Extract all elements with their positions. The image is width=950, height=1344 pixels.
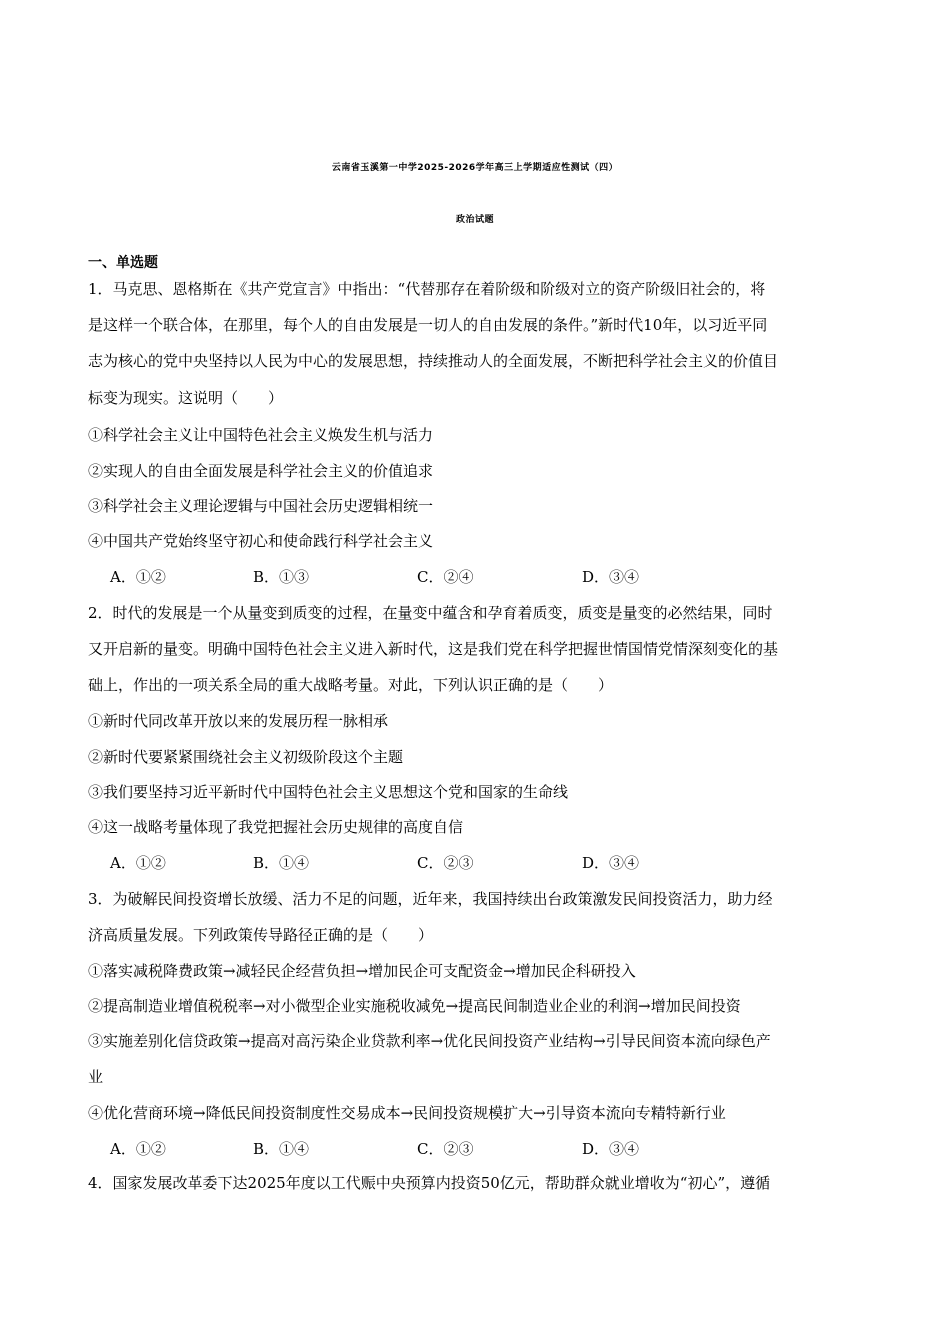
- question-2-stem-line: 又开启新的量变。明确中国特色社会主义进入新时代，这是我们党在科学把握世情国情党情深刻变化的基: [88, 640, 779, 658]
- question-2-choice-a: A．①②: [110, 854, 166, 872]
- question-2-choice-c: C．②③: [417, 854, 474, 872]
- question-1-item: ①科学社会主义让中国特色社会主义焕发生机与活力: [88, 426, 434, 444]
- question-3-item: ①落实减税降费政策→减轻民企经营负担→增加民企可支配资金→增加民企科研投入: [88, 962, 636, 980]
- question-1-stem-line: 标变为现实。这说明（ ）: [88, 389, 284, 407]
- question-2-item: ④这一战略考量体现了我党把握社会历史规律的高度自信: [88, 818, 464, 836]
- question-2-choice-b: B．①④: [253, 854, 310, 872]
- section-heading: 一、单选题: [88, 255, 158, 271]
- question-3-item: 业: [88, 1068, 104, 1086]
- question-1-stem-line: 是这样一个联合体，在那里，每个人的自由发展是一切人的自由发展的条件。”新时代10年，以习近平同: [88, 316, 768, 334]
- question-3-stem-line: 3．为破解民间投资增长放缓、活力不足的问题，近年来，我国持续出台政策激发民间投资活力，助力经: [88, 890, 773, 908]
- question-2-stem-line: 2．时代的发展是一个从量变到质变的过程，在量变中蕴含和孕育着质变，质变是量变的必然结果，同时: [88, 604, 773, 622]
- page-subtitle: 政治试题: [455, 215, 494, 225]
- question-2-choice-d: D．③④: [582, 854, 640, 872]
- question-3-choice-d: D．③④: [582, 1140, 640, 1158]
- question-3-item: ②提高制造业增值税税率→对小微型企业实施税收减免→提高民间制造业企业的利润→增加民间投资: [88, 997, 741, 1015]
- question-4-stem-line: 4．国家发展改革委下达2025年度以工代赈中央预算内投资50亿元，帮助群众就业增收为“初心”，遵循: [88, 1174, 771, 1192]
- question-1-choice-c: C．②④: [417, 568, 474, 586]
- question-2-item: ③我们要坚持习近平新时代中国特色社会主义思想这个党和国家的生命线: [88, 783, 569, 801]
- question-1-choice-b: B．①③: [253, 568, 310, 586]
- page-title: 云南省玉溪第一中学2025-2026学年高三上学期适应性测试（四）: [331, 163, 619, 173]
- question-3-choice-c: C．②③: [417, 1140, 474, 1158]
- question-2-item: ①新时代同改革开放以来的发展历程一脉相承: [88, 712, 389, 730]
- question-1-item: ④中国共产党始终坚守初心和使命践行科学社会主义: [88, 532, 434, 550]
- question-3-stem-line: 济高质量发展。下列政策传导路径正确的是（ ）: [88, 926, 434, 944]
- question-1-choice-d: D．③④: [582, 568, 640, 586]
- question-3-choice-a: A．①②: [110, 1140, 166, 1158]
- question-1-stem-line: 1．马克思、恩格斯在《共产党宣言》中指出：“代替那存在着阶级和阶级对立的资产阶级旧社会的，将: [88, 280, 766, 298]
- question-1-stem-line: 志为核心的党中央坚持以人民为中心的发展思想，持续推动人的全面发展，不断把科学社会主义的价值目: [88, 352, 779, 370]
- question-1-item: ③科学社会主义理论逻辑与中国社会历史逻辑相统一: [88, 497, 434, 515]
- question-3-choice-b: B．①④: [253, 1140, 310, 1158]
- question-2-stem-line: 础上，作出的一项关系全局的重大战略考量。对此，下列认识正确的是（ ）: [88, 676, 614, 694]
- question-1-choice-a: A．①②: [110, 568, 166, 586]
- question-3-item: ③实施差别化信贷政策→提高对高污染企业贷款利率→优化民间投资产业结构→引导民间资本流向绿色产: [88, 1032, 771, 1050]
- question-1-item: ②实现人的自由全面发展是科学社会主义的价值追求: [88, 462, 434, 480]
- question-3-item: ④优化营商环境→降低民间投资制度性交易成本→民间投资规模扩大→引导资本流向专精特新行业: [88, 1104, 726, 1122]
- question-2-item: ②新时代要紧紧围绕社会主义初级阶段这个主题: [88, 748, 404, 766]
